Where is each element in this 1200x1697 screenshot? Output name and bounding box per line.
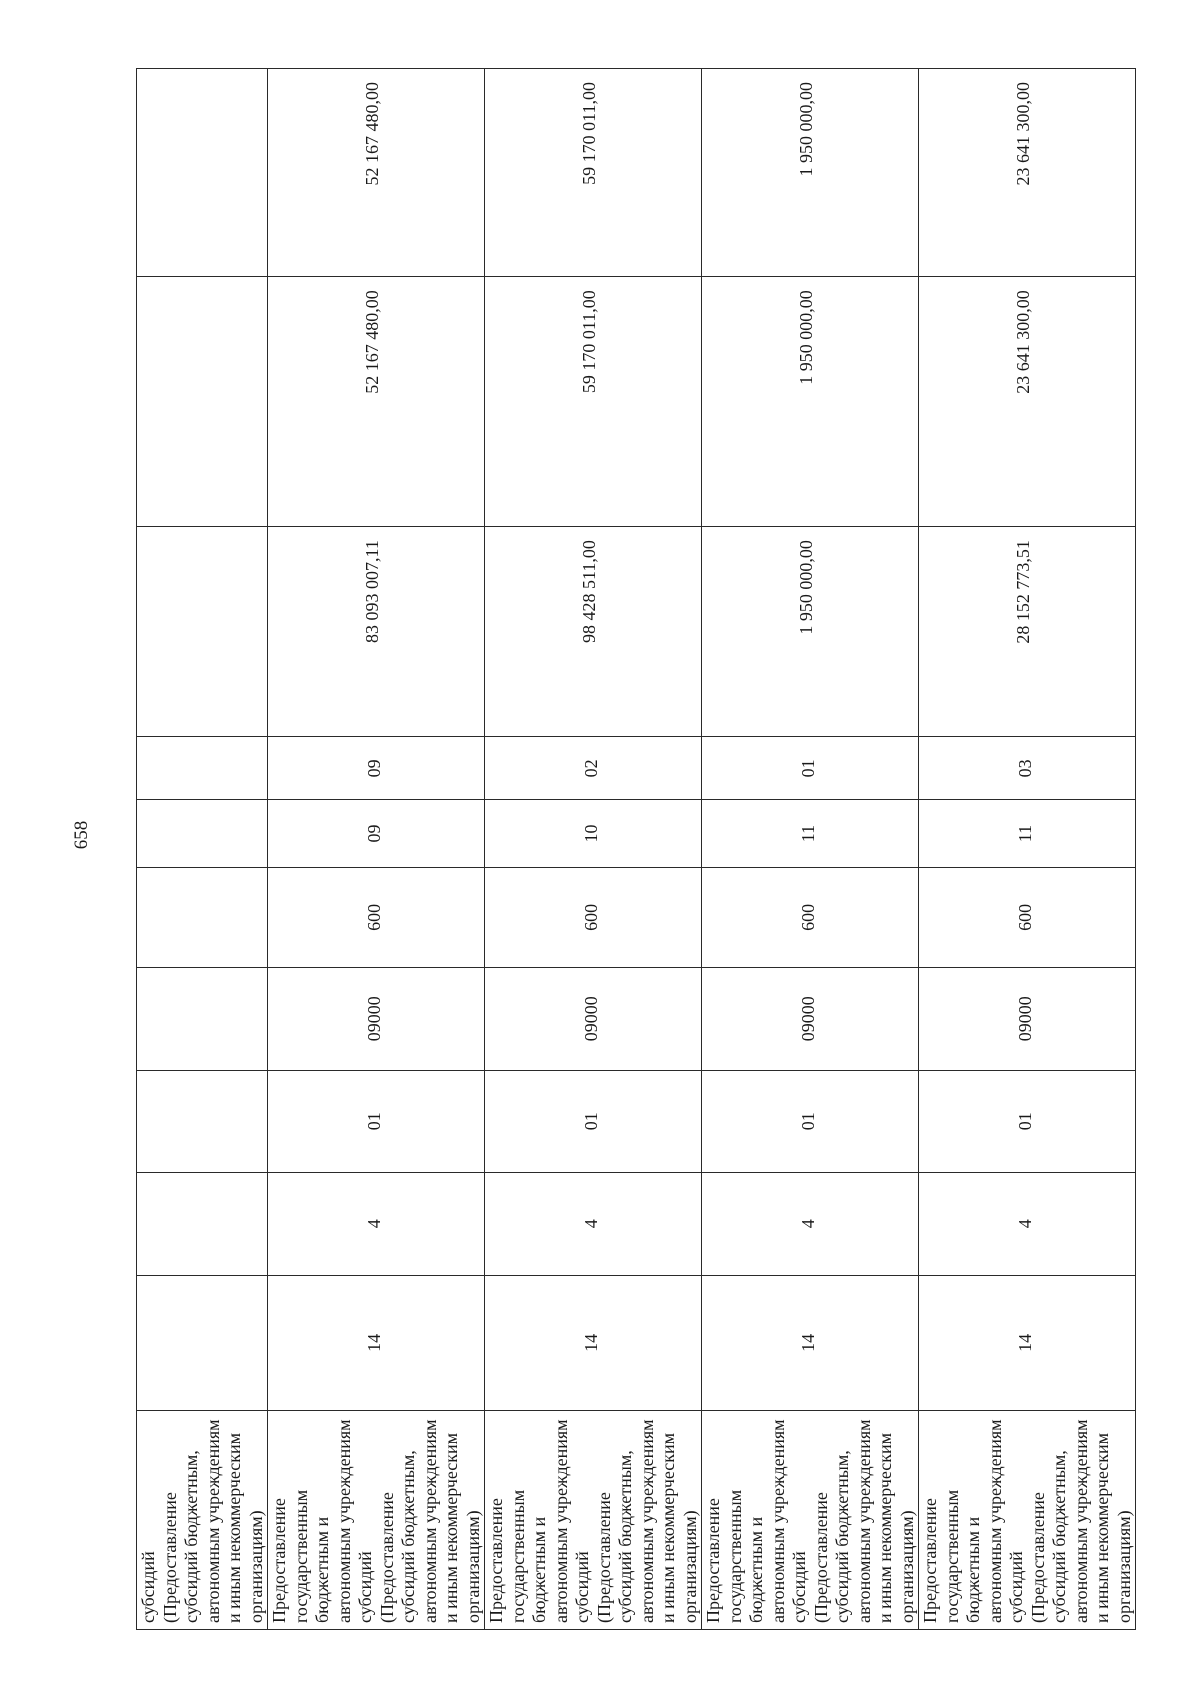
code-cell: 600 [702,867,919,967]
amount-cell: 23 641 300,00 [919,277,1136,527]
code-cell: 09000 [919,968,1136,1071]
code-cell: 03 [919,737,1136,800]
amount-cell [137,527,268,737]
code-cell: 01 [702,1070,919,1173]
amount-cell: 98 428 511,00 [485,527,702,737]
code-cell: 14 [268,1275,485,1411]
amount-cell: 23 641 300,00 [919,69,1136,277]
amount-cell [137,277,268,527]
code-cell: 14 [485,1275,702,1411]
code-cell: 09 [268,737,485,800]
code-cell: 01 [702,737,919,800]
table-row [268,69,485,1630]
code-cell: 4 [919,1173,1136,1276]
amount-cell: 1 950 000,00 [702,277,919,527]
page-number: 658 [71,820,92,850]
code-cell [137,867,268,967]
code-cell [137,1173,268,1276]
amount-cell: 59 170 011,00 [485,69,702,277]
code-cell: 14 [919,1275,1136,1411]
code-cell: 14 [702,1275,919,1411]
amount-cell: 83 093 007,11 [268,527,485,737]
amount-cell: 52 167 480,00 [268,277,485,527]
code-cell: 11 [919,800,1136,867]
code-cell: 01 [919,1070,1136,1173]
amount-cell: 59 170 011,00 [485,277,702,527]
code-cell [137,1275,268,1411]
code-cell: 600 [919,867,1136,967]
amount-cell: 52 167 480,00 [268,69,485,277]
table-row [485,69,702,1630]
table-row [137,69,268,1630]
code-cell: 4 [485,1173,702,1276]
code-cell [137,968,268,1071]
code-cell [137,1070,268,1173]
table-viewport [136,68,1134,1630]
amount-cell: 1 950 000,00 [702,69,919,277]
code-cell: 4 [702,1173,919,1276]
code-cell: 01 [268,1070,485,1173]
code-cell: 09000 [485,968,702,1071]
code-cell: 09000 [268,968,485,1071]
row-description: субсидий (Предоставление субсидий бюджетным, автономным учреждениям и иным некоммерческим организациям) [137,1411,268,1630]
row-description: Предоставление государственным бюджетным и автономным учреждениям субсидий (Предоставление субсидий бюджетным, автономным учреждениям и иным некоммерческим организациям) [485,1411,702,1630]
code-cell: 600 [268,867,485,967]
code-cell: 09000 [702,968,919,1071]
table-row [702,69,919,1630]
code-cell: 09 [268,800,485,867]
code-cell: 10 [485,800,702,867]
row-description: Предоставление государственным бюджетным и автономным учреждениям субсидий (Предоставление субсидий бюджетным, автономным учреждениям и иным некоммерческим организациям) [268,1411,485,1630]
code-cell: 02 [485,737,702,800]
table-row [919,69,1136,1630]
budget-table [136,68,1136,1630]
amount-cell [137,69,268,277]
code-cell [137,737,268,800]
row-description: Предоставление государственным бюджетным и автономным учреждениям субсидий (Предоставление субсидий бюджетным, автономным учреждениям и иным некоммерческим организациям) [702,1411,919,1630]
amount-cell: 28 152 773,51 [919,527,1136,737]
amount-cell: 1 950 000,00 [702,527,919,737]
code-cell [137,800,268,867]
code-cell: 01 [485,1070,702,1173]
code-cell: 11 [702,800,919,867]
code-cell: 600 [485,867,702,967]
code-cell: 4 [268,1173,485,1276]
row-description: Предоставление государственным бюджетным и автономным учреждениям субсидий (Предоставление субсидий бюджетным, автономным учреждениям и иным некоммерческим организациям) [919,1411,1136,1630]
